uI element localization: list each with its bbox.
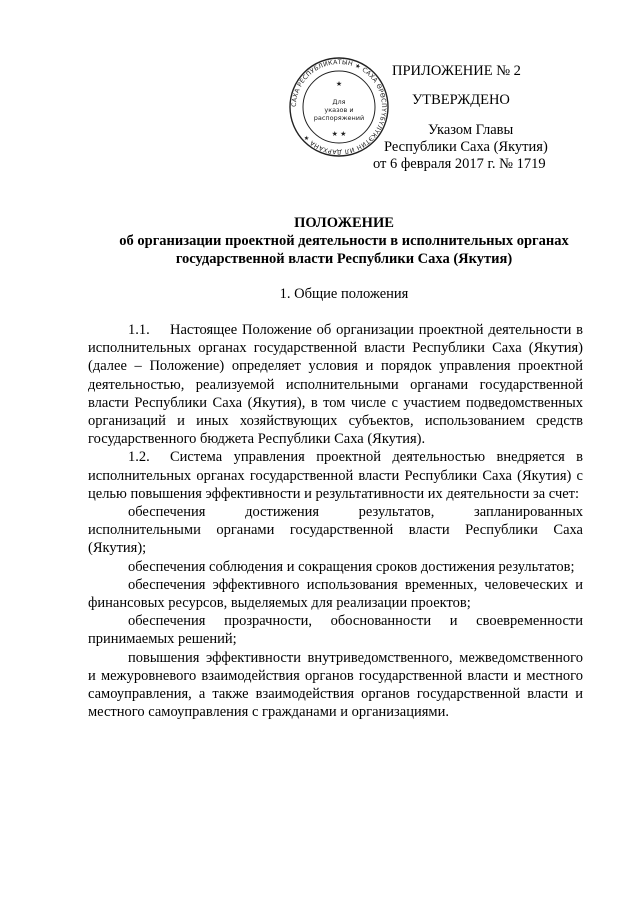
svg-text:САХА РЕСПУБЛИКАТЫН ★ САХА ӨРӨС: САХА РЕСПУБЛИКАТЫН ★ САХА ӨРӨСПҮҮБҮЛҮКЭТИН ИЛ ДАРХАНА ★ [290,58,388,156]
svg-text:★ ★: ★ ★ [331,130,347,138]
paragraph-number: 1.2. [128,449,150,466]
list-item: обеспечения достижения результатов, запланированных исполнительными органами государственной власти Республики Саха (Якутия); [88,504,583,557]
paragraph [88,321,583,448]
paragraph-text: Система управления проектной деятельностью внедряется в исполнительных органах государственной власти Республики Саха (Якутия) с целью повышения эффективности и результативности их деятельности за счет: [88,449,583,502]
svg-text:распоряжений: распоряжений [313,114,365,122]
list-item: обеспечения соблюдения и сокращения сроков достижения результатов; [128,558,575,575]
document-body [88,321,583,721]
title-main: ПОЛОЖЕНИЕ [294,215,394,231]
title-line-2: государственной власти Республики Саха (Якутия) [175,251,513,267]
svg-text:указов и: указов и [324,106,354,114]
svg-text:Для: Для [332,98,346,106]
title-line-1: об организации проектной деятельности в исполнительных органах [119,233,569,249]
list-item: обеспечения прозрачности, обоснованности и своевременности принимаемых решений; [88,613,583,648]
appendix-label: ПРИЛОЖЕНИЕ № 2 [392,63,521,79]
paragraph-number: 1.1. [128,322,150,338]
republic-label: Республики Саха (Якутия) [384,139,548,155]
decree-date: от 6 февраля 2017 г. № 1719 [373,156,546,172]
list-item: повышения эффективности внутриведомственного, межведомственного и межуровневого взаимодействия органов государственной власти и местного самоуправления, а также взаимодействия органов государственной власти и местного самоуправления с гражданами и организациями. [88,649,583,721]
official-seal [288,56,390,158]
approved-label: УТВЕРЖДЕНО [412,92,510,108]
svg-text:★: ★ [335,80,343,88]
section-heading: 1. Общие положения [279,286,409,302]
decree-label: Указом Главы [428,122,514,138]
paragraph [88,448,583,503]
list-item: обеспечения эффективного использования временных, человеческих и финансовых ресурсов, выделяемых для реализации проектов; [88,576,583,612]
document-title [70,214,618,268]
paragraph-text: Настоящее Положение об организации проектной деятельности в исполнительных органах государственной власти Республики Саха (Якутия) (далее – Положение) определяет условия и порядок управления проектной деятельностью, реализуемой исполнительными органами государственной власти Республики Саха (Якутия), в том числе с участием подведомственных организаций и иных хозяйствующих субъектов, использованием средств государственного бюджета Республики Саха (Якутия). [88,322,583,448]
